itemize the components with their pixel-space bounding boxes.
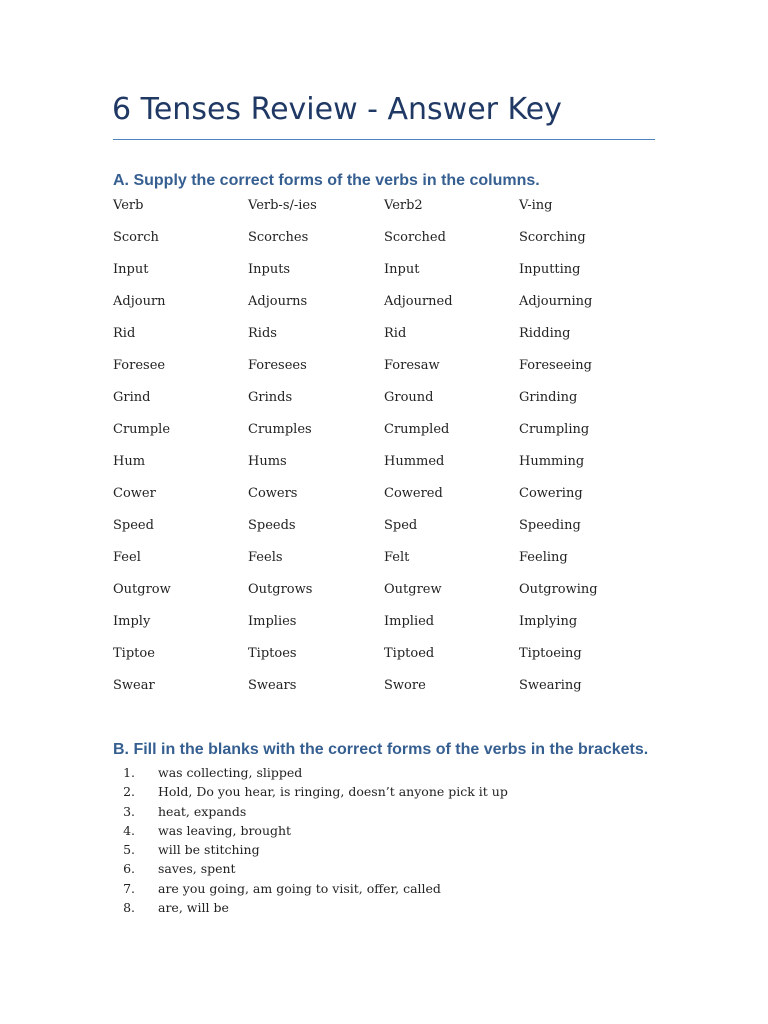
table-cell: Adjourn: [113, 294, 166, 309]
table-cell: Feeling: [519, 550, 568, 565]
table-cell: Crumples: [248, 422, 312, 437]
column-header-verb-s: Verb-s/-ies: [248, 198, 317, 213]
table-cell: Foresee: [113, 358, 166, 373]
list-item-number-text: 8.: [123, 900, 135, 916]
table-cell: Scorches: [248, 230, 309, 245]
table-cell: Felt: [384, 550, 410, 565]
table-cell: Crumpled: [384, 422, 450, 437]
table-row: [113, 612, 655, 644]
table-cell: Hums: [248, 454, 287, 469]
title-underline: [113, 139, 655, 140]
list-item-text: was leaving, brought: [158, 822, 292, 838]
table-cell: Tiptoe: [113, 646, 155, 661]
table-cell: Input: [384, 262, 420, 277]
list-item-text: are, will be: [158, 900, 229, 916]
table-cell: Outgrew: [384, 582, 442, 597]
list-item-number-text: 2.: [123, 784, 135, 800]
list-item-number-text: 1.: [123, 765, 135, 780]
table-cell: Tiptoeing: [519, 646, 582, 661]
table-cell: Speeds: [248, 518, 296, 533]
table-row: [113, 516, 655, 548]
list-item-text: was collecting, slipped: [158, 765, 303, 780]
table-cell: Inputs: [248, 262, 291, 277]
table-cell: Speed: [113, 518, 154, 533]
table-cell: Foreseeing: [519, 358, 592, 373]
table-cell: Outgrows: [248, 582, 313, 597]
table-row: [113, 260, 655, 292]
column-header-verb2: Verb2: [384, 198, 423, 213]
table-cell: Scorching: [519, 230, 586, 245]
table-cell: Scorch: [113, 230, 159, 245]
table-header-row: [113, 196, 655, 228]
column-header-verb: Verb: [113, 198, 144, 213]
table-cell: Tiptoed: [384, 646, 435, 661]
table-cell: Cower: [113, 486, 156, 501]
table-cell: Scorched: [384, 230, 446, 245]
list-item-number-text: 4.: [123, 822, 135, 838]
table-cell: Cowered: [384, 486, 443, 501]
table-cell: Sped: [384, 518, 418, 533]
list-item-number-text: 7.: [123, 880, 135, 896]
table-row: [113, 644, 655, 676]
table-cell: Grinds: [248, 390, 293, 405]
table-cell: Foresaw: [384, 358, 440, 373]
section-b-heading: B. Fill in the blanks with the correct forms of the verbs in the brackets.: [113, 741, 649, 758]
table-row: [113, 324, 655, 356]
table-cell: Implied: [384, 614, 435, 629]
table-cell: Foresees: [248, 358, 307, 373]
list-item-text: heat, expands: [158, 803, 247, 819]
table-cell: Implying: [519, 614, 578, 629]
column-header-v-ing: V-ing: [519, 198, 553, 213]
table-cell: Feel: [113, 550, 141, 565]
table-cell: Adjourning: [519, 294, 593, 309]
table-cell: Rid: [113, 326, 136, 341]
table-cell: Outgrowing: [519, 582, 598, 597]
table-row: [113, 356, 655, 388]
table-row: [113, 484, 655, 516]
table-row: [113, 292, 655, 324]
table-cell: Rids: [248, 326, 277, 341]
table-cell: Speeding: [519, 518, 581, 533]
list-item-number-text: 5.: [123, 842, 135, 858]
table-cell: Implies: [248, 614, 297, 629]
list-item-text: are you going, am going to visit, offer, called: [158, 880, 441, 896]
table-row: [113, 388, 655, 420]
table-cell: Inputting: [519, 262, 581, 277]
table-cell: Humming: [519, 454, 585, 469]
table-row: [113, 676, 655, 708]
table-row: [113, 548, 655, 580]
table-cell: Swears: [248, 678, 297, 693]
table-cell: Ground: [384, 390, 434, 405]
table-cell: Grind: [113, 390, 151, 405]
table-cell: Imply: [113, 614, 151, 629]
table-row: [113, 228, 655, 260]
list-item-text: saves, spent: [158, 861, 236, 877]
table-row: [113, 420, 655, 452]
list-item-text: Hold, Do you hear, is ringing, doesn’t anyone pick it up: [158, 784, 508, 800]
table-cell: Adjourns: [248, 294, 308, 309]
table-cell: Adjourned: [384, 294, 453, 309]
table-cell: Rid: [384, 326, 407, 341]
table-cell: Ridding: [519, 326, 571, 341]
table-cell: Input: [113, 262, 149, 277]
table-cell: Hummed: [384, 454, 445, 469]
table-cell: Tiptoes: [248, 646, 297, 661]
table-cell: Crumple: [113, 422, 171, 437]
table-cell: Crumpling: [519, 422, 590, 437]
table-row: [113, 452, 655, 484]
list-item-number-text: 3.: [123, 803, 135, 819]
table-cell: Outgrow: [113, 582, 171, 597]
table-cell: Hum: [113, 454, 146, 469]
table-cell: Grinding: [519, 390, 578, 405]
list-item-text: will be stitching: [158, 842, 260, 858]
list-item-number-text: 6.: [123, 861, 135, 877]
section-a-heading: A. Supply the correct forms of the verbs in the columns.: [113, 172, 540, 189]
table-cell: Cowering: [519, 486, 583, 501]
table-row: [113, 580, 655, 612]
table-cell: Cowers: [248, 486, 298, 501]
table-cell: Swear: [113, 678, 155, 693]
table-cell: Swearing: [519, 678, 582, 693]
page-title: 6 Tenses Review - Answer Key: [112, 92, 562, 127]
verb-forms-table: [113, 196, 655, 708]
table-cell: Feels: [248, 550, 283, 565]
table-cell: Swore: [384, 678, 426, 693]
